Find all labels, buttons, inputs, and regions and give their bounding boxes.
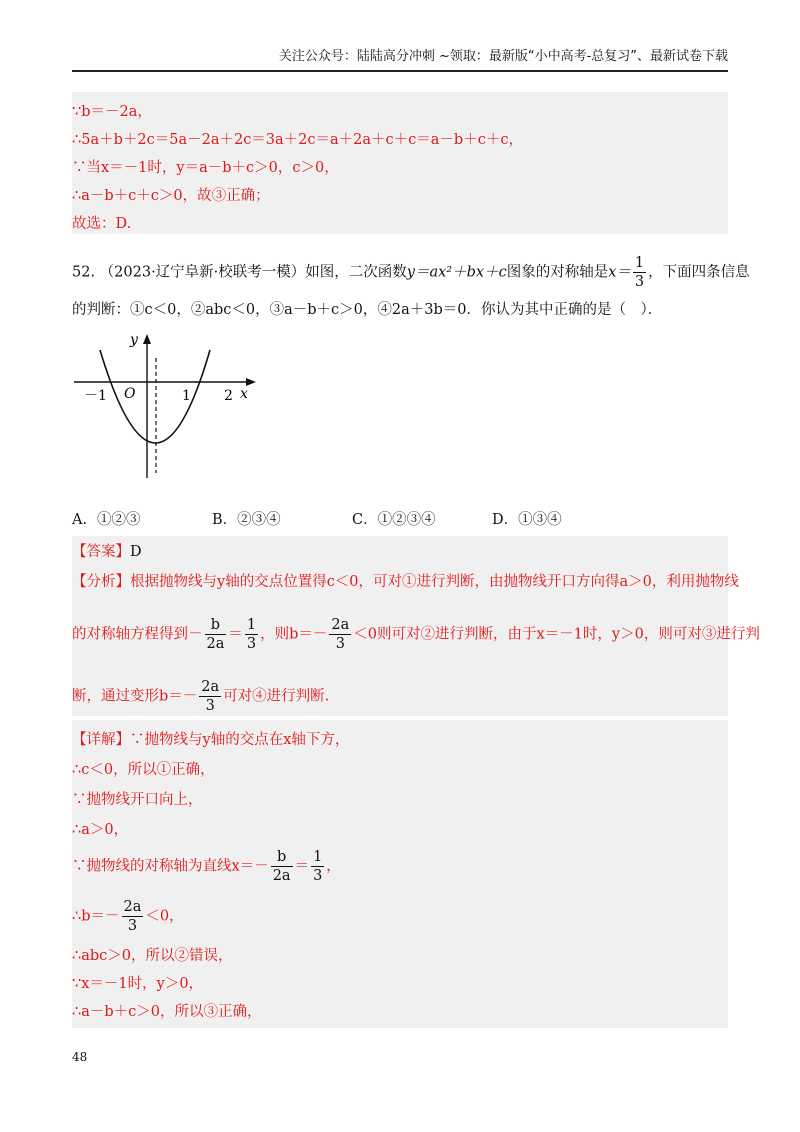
function-expression: y＝ax²＋bx＋c	[406, 264, 507, 281]
answer-tag: 【答案】	[72, 544, 130, 560]
prev-line-5: 故选：D.	[72, 216, 132, 232]
detail-line-4: ∴a＞0，	[72, 822, 129, 838]
analysis-p3a: 断，通过变形b＝－	[72, 688, 198, 705]
analysis-line-2	[72, 616, 760, 653]
frac4-den: 3	[199, 696, 221, 715]
detail-line-5	[72, 848, 341, 885]
prev-line-1: ∵b＝－2a，	[72, 104, 152, 120]
analysis-p2d: ＜0则可对②进行判断，由于x＝－1时，y＞0，则可对③进行判	[353, 626, 760, 643]
detail-d5a: ∵抛物线的对称轴为直线x＝－	[72, 858, 269, 875]
analysis-tag: 【分析】	[72, 574, 130, 590]
frac3-num: 2a	[331, 617, 350, 633]
analysis-frac-3	[329, 616, 351, 653]
detail-tag: 【详解】	[72, 732, 130, 748]
detail-d5c: ，	[326, 858, 341, 875]
detail-frac-2	[311, 848, 324, 885]
frac4-num: 2a	[201, 679, 220, 695]
detail-frac-1	[271, 848, 293, 885]
question-stem-b: 图象的对称轴是	[506, 264, 609, 281]
option-a: A．①②③	[72, 512, 141, 528]
axis-den: 3	[634, 274, 645, 290]
detail-line-1	[72, 728, 349, 749]
question-stem-c: ，下面四条信息	[648, 264, 750, 281]
label-minus-one: －1	[84, 388, 107, 404]
analysis-line-1	[72, 570, 739, 591]
axis-lhs: x＝	[608, 264, 631, 281]
dfrac3-den: 3	[122, 916, 144, 935]
prev-line-3: ∵当x＝－1时，y＝a－b＋c＞0，c＞0，	[72, 160, 339, 176]
label-two: 2	[224, 388, 233, 404]
question-line-1	[72, 254, 750, 291]
parabola-curve	[100, 350, 210, 443]
question-line-2: 的判断：①c＜0，②abc＜0，③a－b＋c＞0，④2a＋3b＝0．你认为其中正确的是（ ）．	[72, 302, 663, 318]
analysis-p2b: ＝	[228, 626, 243, 643]
question-source: （2023·辽宁阜新·校联考一模）	[99, 264, 306, 281]
analysis-p1: 根据抛物线与y轴的交点位置得c＜0，可对①进行判断，由抛物线开口方向得a＞0，利用抛物线	[130, 574, 739, 590]
axis-num: 1	[634, 255, 645, 271]
analysis-p3b: 可对④进行判断.	[223, 688, 330, 705]
option-d: D．①③④	[492, 512, 562, 528]
frac2-den: 3	[246, 636, 257, 652]
header-text: 关注公众号：陆陆高分冲刺 ~领取：最新版“小中高考-总复习”、最新试卷下载	[278, 49, 728, 64]
x-axis-arrow	[246, 378, 256, 386]
parabola-figure	[70, 328, 260, 480]
detail-line-3: ∵抛物线开口向上，	[72, 792, 203, 808]
answer-line	[72, 540, 142, 561]
detail-line-2: ∴c＜0，所以①正确，	[72, 762, 215, 778]
label-origin: O	[124, 386, 136, 402]
detail-frac-3	[122, 898, 144, 935]
analysis-frac-1	[205, 616, 227, 653]
label-x: x	[240, 386, 248, 402]
analysis-frac-2	[245, 616, 258, 653]
option-c: C．①②③④	[352, 512, 436, 528]
detail-d5b: ＝	[294, 858, 310, 875]
question-number: 52.	[72, 264, 96, 281]
dfrac1-den: 2a	[272, 868, 291, 884]
label-one: 1	[182, 388, 191, 404]
analysis-p2a: 的对称轴方程得到－	[72, 626, 203, 643]
axis-fraction	[633, 254, 646, 291]
y-axis-arrow	[143, 334, 151, 344]
detail-d6a: ∴b＝－	[72, 908, 120, 925]
frac2-num: 1	[246, 617, 257, 633]
frac3-den: 3	[329, 634, 351, 653]
dfrac2-num: 1	[313, 849, 323, 865]
option-b: B．②③④	[212, 512, 281, 528]
prev-line-2: ∴5a＋b＋2c＝5a－2a＋2c＝3a＋2c＝a＋2a＋c＋c＝a－b＋c＋c，	[72, 132, 523, 148]
label-y: y	[130, 332, 138, 348]
analysis-line-3	[72, 678, 329, 715]
detail-line-7: ∴abc＞0，所以②错误，	[72, 948, 233, 964]
prev-line-4: ∴a－b＋c＋c＞0，故③正确；	[72, 188, 270, 204]
dfrac2-den: 3	[313, 868, 323, 884]
analysis-frac-4	[199, 678, 221, 715]
detail-line-8: ∵x＝－1时，y＞0，	[72, 976, 204, 992]
frac1-den: 2a	[206, 636, 225, 652]
page-number: 48	[72, 1050, 88, 1064]
dfrac1-num: b	[276, 849, 287, 865]
detail-line-6	[72, 898, 184, 935]
dfrac3-num: 2a	[123, 899, 142, 915]
analysis-p2c: ，则b＝－	[260, 626, 328, 643]
page-header	[72, 46, 728, 72]
detail-line-9: ∴a－b＋c＞0，所以③正确，	[72, 1004, 262, 1020]
answer-value: D	[130, 544, 142, 560]
frac1-num: b	[210, 617, 221, 633]
detail-d1: ∵抛物线与y轴的交点在x轴下方，	[130, 732, 350, 748]
detail-d6b: ＜0，	[145, 908, 184, 925]
question-stem-a: 如图，二次函数	[305, 264, 407, 281]
